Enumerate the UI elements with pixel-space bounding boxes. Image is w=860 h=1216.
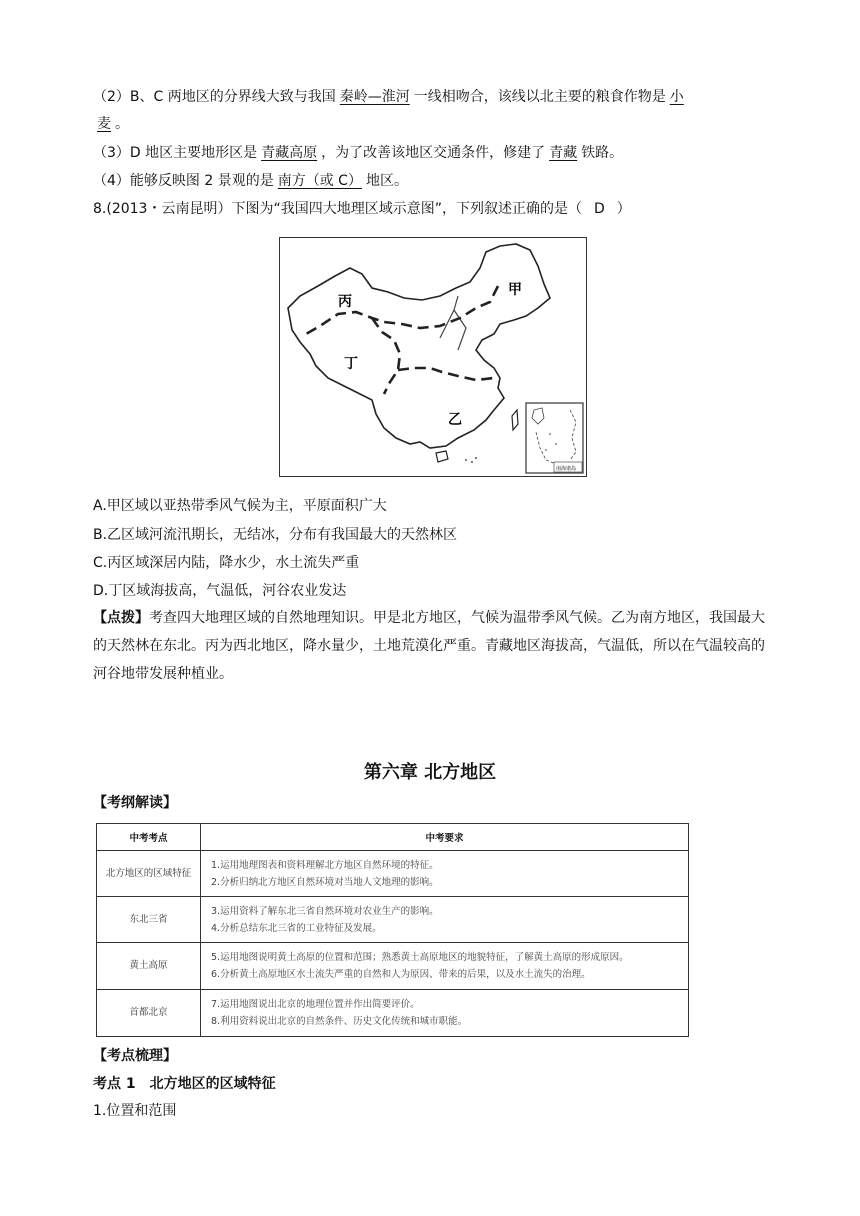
tip-text: 考查四大地理区域的自然地理知识。甲是北方地区，气候为温带季风气候。乙为南方地区，我国最大的天然林在东北。丙为西北地区，降水量少，土地荒漠化严重。青藏地区海拔高，气温低，所以在气温较高的河谷地带发展种植业。 [93, 610, 765, 682]
q7-line-2-cont: 麦 。 [93, 113, 129, 135]
q8-option-a: A.甲区域以亚热带季风气候为主，平原面积广大 [93, 498, 387, 514]
china-outline [288, 244, 550, 448]
answer-blank: 青藏高原 [261, 145, 318, 161]
south-china-sea-inset [526, 403, 583, 473]
point-cell: 东北三省 [97, 897, 201, 943]
q7-line-3: （3）D 地区主要地形区是 青藏高原 ，为了改善该地区交通条件，修建了 青藏 铁路。 [93, 145, 624, 161]
outline-heading: 【考纲解读】 [93, 795, 177, 811]
table-row [97, 990, 689, 1037]
china-regions-map [279, 237, 587, 477]
table-header-row [97, 824, 689, 851]
subheading-position: 1.位置和范围 [93, 1103, 177, 1119]
requirement-cell: 7.运用地图说出北京的地理位置并作出简要评价。 8.利用资料说出北京的自然条件、历史文化传统和城市职能。 [201, 990, 689, 1037]
q8-answer: D [593, 201, 605, 217]
q8-tip [93, 604, 775, 688]
requirements-table [96, 823, 689, 1037]
answer-blank: 青藏 [549, 145, 578, 161]
boundary-qingzang [372, 318, 400, 394]
answer-blank: 小 [669, 89, 684, 105]
q8-option-d: D.丁区域海拔高，气温低，河谷农业发达 [93, 583, 347, 599]
point-cell: 北方地区的区域特征 [97, 851, 201, 897]
header-point: 中考考点 [97, 824, 201, 851]
label-jia: 甲 [508, 282, 522, 298]
requirement-cell: 3.运用资料了解东北三省自然环境对农业生产的影响。 4.分析总结东北三省的工业特征及发展。 [201, 897, 689, 943]
point-cell: 黄土高原 [97, 943, 201, 990]
tip-label: 【点拨】 [93, 610, 149, 626]
table-row [97, 943, 689, 990]
requirement-cell: 1.运用地理图表和资料理解北方地区自然环境的特征。 2.分析归纳北方地区自然环境对当地人文地理的影响。 [201, 851, 689, 897]
q8-option-c: C.丙区域深居内陆，降水少，水土流失严重 [93, 555, 360, 571]
inset-label: 南海诸岛 [556, 466, 577, 472]
point-cell: 首都北京 [97, 990, 201, 1037]
chapter-title: 第六章 北方地区 [363, 762, 497, 783]
q7-line-4: （4）能够反映图 2 景观的是 南方（或 C） 地区。 [93, 173, 408, 189]
table-row [97, 897, 689, 943]
header-requirement: 中考要求 [201, 824, 689, 851]
boundary-qinling-huaihe [398, 368, 494, 380]
label-ding: 丁 [344, 356, 358, 372]
q8-stem: 8.(2013・云南昆明）下图为“我国四大地理区域示意图”，下列叙述正确的是（ D ） [93, 201, 631, 217]
answer-blank: 南方（或 C） [277, 173, 362, 189]
answer-blank: 麦 [97, 116, 111, 132]
label-yi: 乙 [448, 412, 462, 428]
answer-blank: 秦岭—淮河 [339, 89, 410, 105]
q8-option-b: B.乙区域河流汛期长，无结冰，分布有我国最大的天然林区 [93, 527, 458, 543]
q7-line-2: （2）B、C 两地区的分界线大致与我国 秦岭—淮河 一线相吻合，该线以北主要的粮食作物是 小 [93, 86, 688, 108]
table-row [97, 851, 689, 897]
boundary-north-northwest [306, 286, 498, 334]
label-bing: 丙 [338, 294, 352, 310]
china-map-figure [280, 238, 585, 475]
review-heading: 【考点梳理】 [93, 1048, 177, 1064]
requirement-cell: 5.运用地图说明黄土高原的位置和范围；熟悉黄土高原地区的地貌特征，了解黄土高原的形成原因。 6.分析黄土高原地区水土流失严重的自然和人为原因、带来的后果，以及水土流失的治理。 [201, 943, 689, 990]
topic-1-heading: 考点 1 北方地区的区域特征 [93, 1076, 276, 1092]
